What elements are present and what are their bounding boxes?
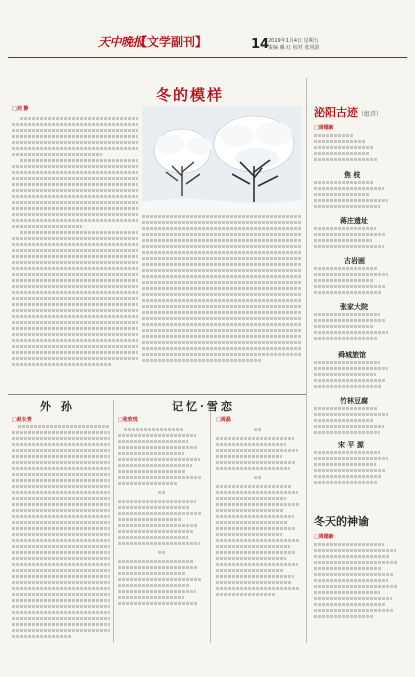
text-line bbox=[216, 485, 292, 488]
text-line bbox=[12, 315, 138, 318]
text-line bbox=[12, 213, 138, 216]
page-number: 14 bbox=[251, 37, 270, 52]
text-line bbox=[12, 291, 138, 294]
main-article-body-col1 bbox=[12, 114, 138, 366]
text-line bbox=[118, 518, 182, 521]
text-line bbox=[314, 573, 394, 576]
text-line bbox=[314, 337, 378, 340]
text-line bbox=[12, 243, 138, 246]
text-line bbox=[142, 233, 302, 236]
text-line bbox=[118, 464, 192, 467]
newspaper-logo: 天中晚报 bbox=[98, 35, 145, 49]
text-line bbox=[12, 237, 138, 240]
text-line bbox=[12, 575, 110, 578]
text-line bbox=[18, 425, 110, 428]
text-line bbox=[314, 158, 378, 161]
text-line bbox=[118, 500, 196, 503]
text-line bbox=[314, 431, 380, 434]
text-line bbox=[118, 458, 200, 461]
text-line bbox=[12, 225, 82, 228]
text-line bbox=[216, 569, 284, 572]
text-line bbox=[118, 524, 198, 527]
text-line bbox=[314, 361, 380, 364]
text-line bbox=[314, 469, 386, 472]
text-line bbox=[12, 617, 110, 620]
main-article-body-col2 bbox=[142, 212, 302, 362]
text-line bbox=[118, 560, 194, 563]
text-line bbox=[12, 267, 138, 270]
text-line bbox=[12, 503, 110, 506]
text-line bbox=[118, 452, 184, 455]
text-line bbox=[216, 449, 298, 452]
text-line bbox=[314, 481, 378, 484]
text-line bbox=[158, 551, 166, 554]
text-line bbox=[314, 615, 374, 618]
text-line bbox=[12, 189, 138, 192]
text-line bbox=[314, 199, 388, 202]
text-line bbox=[314, 591, 380, 594]
text-line bbox=[12, 635, 72, 638]
text-line bbox=[12, 135, 138, 138]
text-line bbox=[314, 419, 374, 422]
text-line bbox=[142, 257, 302, 260]
text-line bbox=[12, 437, 110, 440]
text-line bbox=[216, 557, 286, 560]
text-line bbox=[118, 530, 194, 533]
text-line bbox=[314, 152, 370, 155]
text-line bbox=[314, 379, 386, 382]
issue-date: 2019年1月4日 星期五 bbox=[268, 38, 319, 44]
poem-title: 古岩画 bbox=[344, 256, 365, 265]
text-line bbox=[216, 509, 284, 512]
text-line bbox=[314, 267, 378, 270]
text-line bbox=[12, 509, 110, 512]
text-line bbox=[216, 551, 296, 554]
text-line bbox=[314, 585, 398, 588]
text-line bbox=[142, 221, 302, 224]
text-line bbox=[118, 566, 198, 569]
text-line bbox=[12, 515, 110, 518]
text-line bbox=[314, 319, 386, 322]
text-line bbox=[216, 587, 300, 590]
text-line bbox=[142, 317, 302, 320]
text-line bbox=[314, 331, 388, 334]
article-byline-snow-memory: □张欣悦 bbox=[118, 417, 138, 423]
text-line bbox=[12, 297, 138, 300]
text-line bbox=[12, 461, 110, 464]
text-line bbox=[12, 539, 110, 542]
text-line bbox=[216, 437, 294, 440]
text-line bbox=[12, 183, 138, 186]
text-line bbox=[314, 543, 384, 546]
text-line bbox=[216, 467, 290, 470]
text-line bbox=[314, 205, 380, 208]
text-line bbox=[142, 245, 302, 248]
poem-title: 焦 枝 bbox=[344, 170, 361, 179]
text-line bbox=[12, 533, 110, 536]
text-line bbox=[12, 599, 110, 602]
text-line bbox=[12, 491, 110, 494]
text-line bbox=[12, 605, 110, 608]
text-line bbox=[118, 590, 196, 593]
text-line bbox=[314, 549, 396, 552]
text-line bbox=[216, 575, 294, 578]
text-line bbox=[12, 201, 138, 204]
text-line bbox=[12, 467, 110, 470]
text-line bbox=[142, 323, 302, 326]
text-line bbox=[314, 579, 388, 582]
text-line bbox=[314, 273, 388, 276]
text-line bbox=[118, 584, 190, 587]
text-line bbox=[314, 146, 374, 149]
text-line bbox=[314, 475, 382, 478]
text-line bbox=[142, 281, 302, 284]
text-line bbox=[216, 527, 296, 530]
text-line bbox=[12, 357, 138, 360]
poem-group-subtitle: （组诗） bbox=[358, 111, 383, 118]
text-line bbox=[142, 251, 302, 254]
text-line bbox=[12, 123, 138, 126]
text-line bbox=[12, 557, 110, 560]
text-line bbox=[314, 463, 376, 466]
text-line bbox=[12, 345, 138, 348]
text-line bbox=[12, 273, 138, 276]
text-line bbox=[12, 309, 138, 312]
text-line bbox=[12, 171, 138, 174]
text-line bbox=[20, 231, 138, 234]
text-line bbox=[314, 567, 382, 570]
snow-tree-illustration bbox=[142, 106, 302, 208]
text-line bbox=[118, 596, 184, 599]
text-line bbox=[12, 219, 138, 222]
text-line bbox=[12, 129, 138, 132]
article-body-grandson bbox=[12, 425, 110, 638]
text-line bbox=[314, 187, 384, 190]
text-line bbox=[12, 545, 110, 548]
text-line bbox=[12, 177, 138, 180]
text-line bbox=[314, 373, 376, 376]
text-line bbox=[142, 269, 302, 272]
text-line bbox=[314, 279, 374, 282]
text-line bbox=[142, 359, 262, 362]
text-line bbox=[118, 470, 186, 473]
text-line bbox=[314, 407, 378, 410]
text-line bbox=[216, 515, 294, 518]
text-line bbox=[314, 291, 382, 294]
sidebar-poem-group-title bbox=[314, 104, 382, 120]
text-line bbox=[12, 527, 110, 530]
text-line bbox=[20, 117, 138, 120]
text-line bbox=[216, 503, 300, 506]
text-line bbox=[142, 347, 302, 350]
text-line bbox=[216, 461, 296, 464]
text-line bbox=[314, 233, 386, 236]
text-line bbox=[314, 325, 374, 328]
text-line bbox=[12, 521, 110, 524]
staff-credits: 责编 戴 红 校对 张同韵 bbox=[268, 45, 320, 51]
text-line bbox=[12, 581, 110, 584]
text-line bbox=[216, 539, 300, 542]
poem-column-left bbox=[118, 428, 206, 605]
text-line bbox=[142, 215, 302, 218]
masthead-rule bbox=[8, 57, 407, 58]
section-divider bbox=[8, 394, 306, 395]
text-line bbox=[314, 555, 390, 558]
text-line bbox=[118, 434, 196, 437]
text-line bbox=[314, 245, 384, 248]
poem-body bbox=[314, 181, 404, 208]
text-line bbox=[12, 473, 110, 476]
text-line bbox=[20, 159, 138, 162]
text-line bbox=[12, 351, 138, 354]
poem-column-right bbox=[216, 428, 302, 596]
text-line bbox=[216, 581, 292, 584]
text-line bbox=[142, 335, 302, 338]
text-line bbox=[12, 261, 138, 264]
text-line bbox=[12, 611, 110, 614]
text-line bbox=[216, 593, 276, 596]
text-line bbox=[12, 147, 138, 150]
text-line bbox=[12, 497, 110, 500]
text-line bbox=[216, 497, 286, 500]
text-line bbox=[142, 329, 302, 332]
text-line bbox=[12, 141, 138, 144]
text-line bbox=[314, 413, 388, 416]
text-line bbox=[12, 195, 138, 198]
text-line bbox=[314, 285, 386, 288]
text-line bbox=[216, 545, 290, 548]
text-line bbox=[314, 134, 354, 137]
snow-tree-photo bbox=[142, 106, 302, 208]
text-line bbox=[142, 263, 302, 266]
text-line bbox=[12, 479, 110, 482]
poem-body bbox=[314, 361, 404, 388]
text-line bbox=[12, 569, 110, 572]
main-article-byline: □刘 静 bbox=[12, 106, 29, 112]
text-line bbox=[12, 455, 110, 458]
text-line bbox=[12, 153, 102, 156]
text-line bbox=[314, 603, 386, 606]
text-line bbox=[142, 305, 302, 308]
main-article-title: 冬的模样 bbox=[155, 86, 224, 104]
text-line bbox=[12, 363, 112, 366]
text-line bbox=[216, 563, 298, 566]
text-line bbox=[12, 165, 138, 168]
text-line bbox=[118, 440, 188, 443]
text-line bbox=[118, 572, 186, 575]
text-line bbox=[314, 313, 380, 316]
poem-title: 竹林豆腐 bbox=[340, 396, 368, 405]
text-line bbox=[12, 327, 138, 330]
text-line bbox=[216, 455, 282, 458]
text-line bbox=[216, 521, 288, 524]
text-line bbox=[12, 623, 110, 626]
text-line bbox=[142, 353, 302, 356]
text-line bbox=[314, 451, 380, 454]
text-line bbox=[314, 385, 382, 388]
text-line bbox=[158, 491, 166, 494]
text-line bbox=[12, 255, 138, 258]
column-divider bbox=[210, 400, 211, 643]
text-line bbox=[142, 311, 302, 314]
text-line bbox=[314, 457, 388, 460]
poem-body bbox=[314, 313, 404, 340]
text-line bbox=[12, 249, 138, 252]
text-line bbox=[314, 181, 374, 184]
text-line bbox=[118, 602, 198, 605]
text-line bbox=[142, 239, 302, 242]
text-line bbox=[118, 512, 202, 515]
text-line bbox=[118, 476, 202, 479]
text-line bbox=[12, 207, 138, 210]
sidebar-bottom-body bbox=[314, 543, 404, 618]
text-line bbox=[12, 303, 138, 306]
text-line bbox=[142, 275, 302, 278]
text-line bbox=[314, 140, 366, 143]
poem-body bbox=[314, 267, 404, 294]
text-line bbox=[314, 367, 388, 370]
poem-body bbox=[314, 451, 404, 484]
text-line bbox=[118, 506, 190, 509]
text-line bbox=[314, 597, 392, 600]
poem-title: 宋 平 源 bbox=[338, 440, 364, 449]
text-line bbox=[314, 239, 372, 242]
text-line bbox=[314, 425, 384, 428]
text-line bbox=[254, 428, 262, 431]
text-line bbox=[314, 193, 370, 196]
text-line bbox=[12, 629, 110, 632]
text-line bbox=[12, 593, 110, 596]
text-line bbox=[12, 279, 138, 282]
text-line bbox=[142, 227, 302, 230]
article-title-snow-memory: 记忆·雪恋 bbox=[172, 400, 235, 413]
poem-title: 舜城旅馆 bbox=[338, 350, 366, 359]
text-line bbox=[12, 333, 138, 336]
text-line bbox=[12, 551, 110, 554]
poem-group-title: 泌阳古迹 bbox=[314, 106, 358, 119]
text-line bbox=[118, 446, 198, 449]
text-line bbox=[118, 578, 202, 581]
sidebar-bottom-title: 冬天的神谕 bbox=[314, 515, 369, 528]
text-line bbox=[12, 339, 138, 342]
text-line bbox=[12, 587, 110, 590]
text-line bbox=[216, 491, 298, 494]
text-line bbox=[314, 561, 398, 564]
poem-body bbox=[314, 407, 404, 434]
poem-lines-intro bbox=[314, 134, 404, 161]
poem-title: 张家大院 bbox=[340, 302, 368, 311]
text-line bbox=[314, 227, 376, 230]
article-byline-grandson: □赵长青 bbox=[12, 417, 32, 423]
poem-title: 蒋庄遗址 bbox=[340, 216, 368, 225]
text-line bbox=[142, 299, 302, 302]
text-line bbox=[12, 449, 110, 452]
text-line bbox=[12, 485, 110, 488]
text-line bbox=[12, 321, 138, 324]
sidebar-bottom-byline: □周德新 bbox=[314, 534, 334, 540]
text-line bbox=[254, 476, 262, 479]
section-title: 【文学副刊】 bbox=[135, 35, 208, 49]
poem-body bbox=[314, 227, 404, 248]
text-line bbox=[12, 563, 110, 566]
text-line bbox=[118, 536, 188, 539]
text-line bbox=[142, 293, 302, 296]
text-line bbox=[142, 341, 302, 344]
text-line bbox=[118, 542, 200, 545]
text-line bbox=[12, 285, 138, 288]
text-line bbox=[124, 428, 184, 431]
sidebar-divider bbox=[306, 78, 307, 643]
article-byline-snow-memory-2: □周磊 bbox=[216, 417, 231, 423]
text-line bbox=[12, 443, 110, 446]
poem-group-byline: □周德新 bbox=[314, 125, 334, 131]
text-line bbox=[216, 533, 282, 536]
text-line bbox=[142, 287, 302, 290]
text-line bbox=[314, 609, 394, 612]
column-divider bbox=[113, 400, 114, 643]
text-line bbox=[216, 443, 286, 446]
article-title-grandson: 外 孙 bbox=[40, 400, 75, 413]
text-line bbox=[118, 482, 178, 485]
text-line bbox=[12, 431, 110, 434]
